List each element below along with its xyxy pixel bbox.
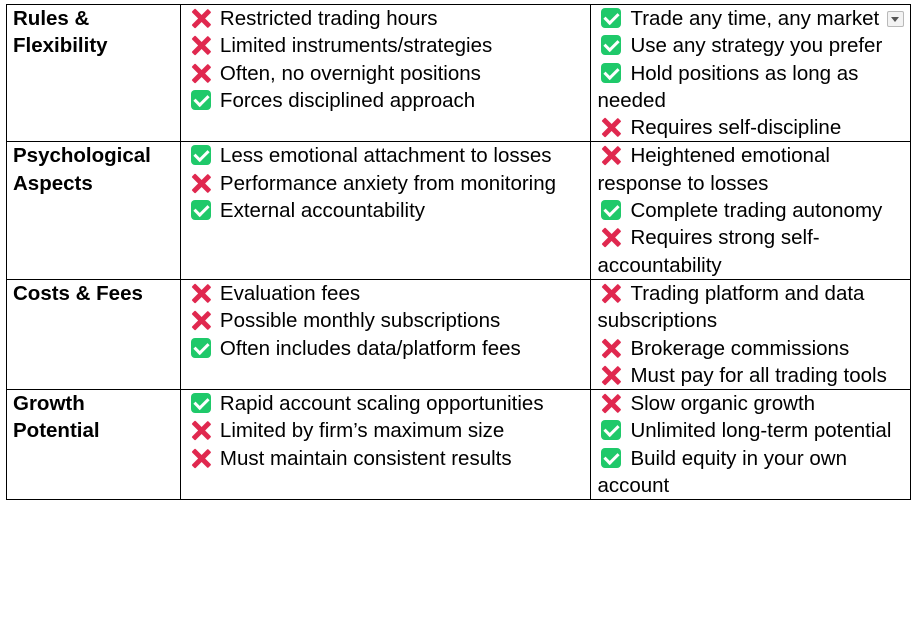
list-item <box>597 390 904 417</box>
list-item <box>597 224 904 279</box>
cross-mark-icon <box>601 393 621 413</box>
table-row <box>7 5 911 142</box>
item-text: Requires strong self-accountability <box>597 226 820 277</box>
item-text: Build equity in your own account <box>597 446 847 498</box>
list-item <box>597 142 904 197</box>
item-text: Must pay for all trading tools <box>630 363 887 387</box>
list-item <box>187 142 585 169</box>
check-mark-icon <box>601 8 621 28</box>
cross-mark-icon <box>191 420 211 440</box>
cross-mark-icon <box>191 63 211 83</box>
check-mark-icon <box>191 338 211 358</box>
check-mark-icon <box>601 63 621 83</box>
check-mark-icon <box>191 145 211 165</box>
cross-mark-icon <box>601 145 621 165</box>
item-text: Forces disciplined approach <box>219 88 476 112</box>
prop-firm-cell <box>180 279 591 389</box>
list-item <box>187 5 585 32</box>
row-label: Costs & Fees <box>7 279 181 389</box>
item-text: Often includes data/platform fees <box>219 336 521 360</box>
personal-account-cell <box>591 390 911 500</box>
list-item <box>187 197 585 224</box>
cross-mark-icon <box>601 338 621 358</box>
row-label: Psychological Aspects <box>7 142 181 279</box>
item-text: Performance anxiety from monitoring <box>219 171 557 195</box>
item-text: Slow organic growth <box>630 392 816 416</box>
personal-account-cell <box>591 5 911 142</box>
comparison-table <box>6 4 911 500</box>
list-item <box>187 87 585 114</box>
prop-firm-cell <box>180 5 591 142</box>
item-text: Possible monthly subscriptions <box>219 309 501 333</box>
list-item <box>597 197 904 224</box>
cross-mark-icon <box>191 35 211 55</box>
list-item <box>187 170 585 197</box>
list-item <box>187 445 585 472</box>
item-text: External accountability <box>219 199 426 223</box>
list-item <box>187 280 585 307</box>
item-text: Trade any time, any market <box>630 7 880 30</box>
check-mark-icon <box>601 35 621 55</box>
item-text: Restricted trading hours <box>219 7 438 30</box>
list-item <box>187 307 585 334</box>
check-mark-icon <box>601 420 621 440</box>
list-item <box>597 362 904 389</box>
item-text: Less emotional attachment to losses <box>219 144 552 168</box>
item-text: Requires self-discipline <box>630 116 842 140</box>
item-text: Unlimited long-term potential <box>630 419 892 443</box>
list-item <box>597 32 904 59</box>
list-item <box>597 445 904 500</box>
list-item <box>597 335 904 362</box>
item-text: Complete trading autonomy <box>630 199 883 223</box>
list-item <box>597 280 904 335</box>
list-item <box>597 417 904 444</box>
item-text: Limited by firm’s maximum size <box>219 419 505 443</box>
cross-mark-icon <box>601 227 621 247</box>
list-item <box>597 5 904 32</box>
row-label: Rules & Flexibility <box>7 5 181 142</box>
check-mark-icon <box>191 200 211 220</box>
table-row <box>7 142 911 279</box>
list-item <box>597 114 904 141</box>
item-text: Must maintain consistent results <box>219 446 512 470</box>
item-text: Often, no overnight positions <box>219 61 481 85</box>
cross-mark-icon <box>601 283 621 303</box>
cross-mark-icon <box>191 283 211 303</box>
check-mark-icon <box>191 393 211 413</box>
list-item <box>187 335 585 362</box>
item-text: Heightened emotional response to losses <box>597 144 830 195</box>
check-mark-icon <box>601 200 621 220</box>
cross-mark-icon <box>191 448 211 468</box>
item-text: Rapid account scaling opportunities <box>219 392 544 416</box>
table-row <box>7 279 911 389</box>
cell-dropdown-icon[interactable] <box>887 11 904 27</box>
item-text: Brokerage commissions <box>630 336 850 360</box>
cross-mark-icon <box>601 117 621 137</box>
item-text: Use any strategy you prefer <box>630 34 883 58</box>
personal-account-cell <box>591 142 911 279</box>
item-text: Hold positions as long as needed <box>597 61 859 112</box>
prop-firm-cell <box>180 142 591 279</box>
item-text: Trading platform and data subscriptions <box>597 281 865 333</box>
list-item <box>187 390 585 417</box>
list-item <box>597 60 904 115</box>
personal-account-cell <box>591 279 911 389</box>
item-text: Limited instruments/strategies <box>219 34 493 58</box>
check-mark-icon <box>191 90 211 110</box>
row-label: Growth Potential <box>7 390 181 500</box>
check-mark-icon <box>601 448 621 468</box>
list-item <box>187 32 585 59</box>
prop-firm-cell <box>180 390 591 500</box>
cross-mark-icon <box>191 8 211 28</box>
cross-mark-icon <box>601 365 621 385</box>
list-item <box>187 60 585 87</box>
cross-mark-icon <box>191 310 211 330</box>
cross-mark-icon <box>191 173 211 193</box>
list-item <box>187 417 585 444</box>
table-row <box>7 390 911 500</box>
item-text: Evaluation fees <box>219 281 361 305</box>
